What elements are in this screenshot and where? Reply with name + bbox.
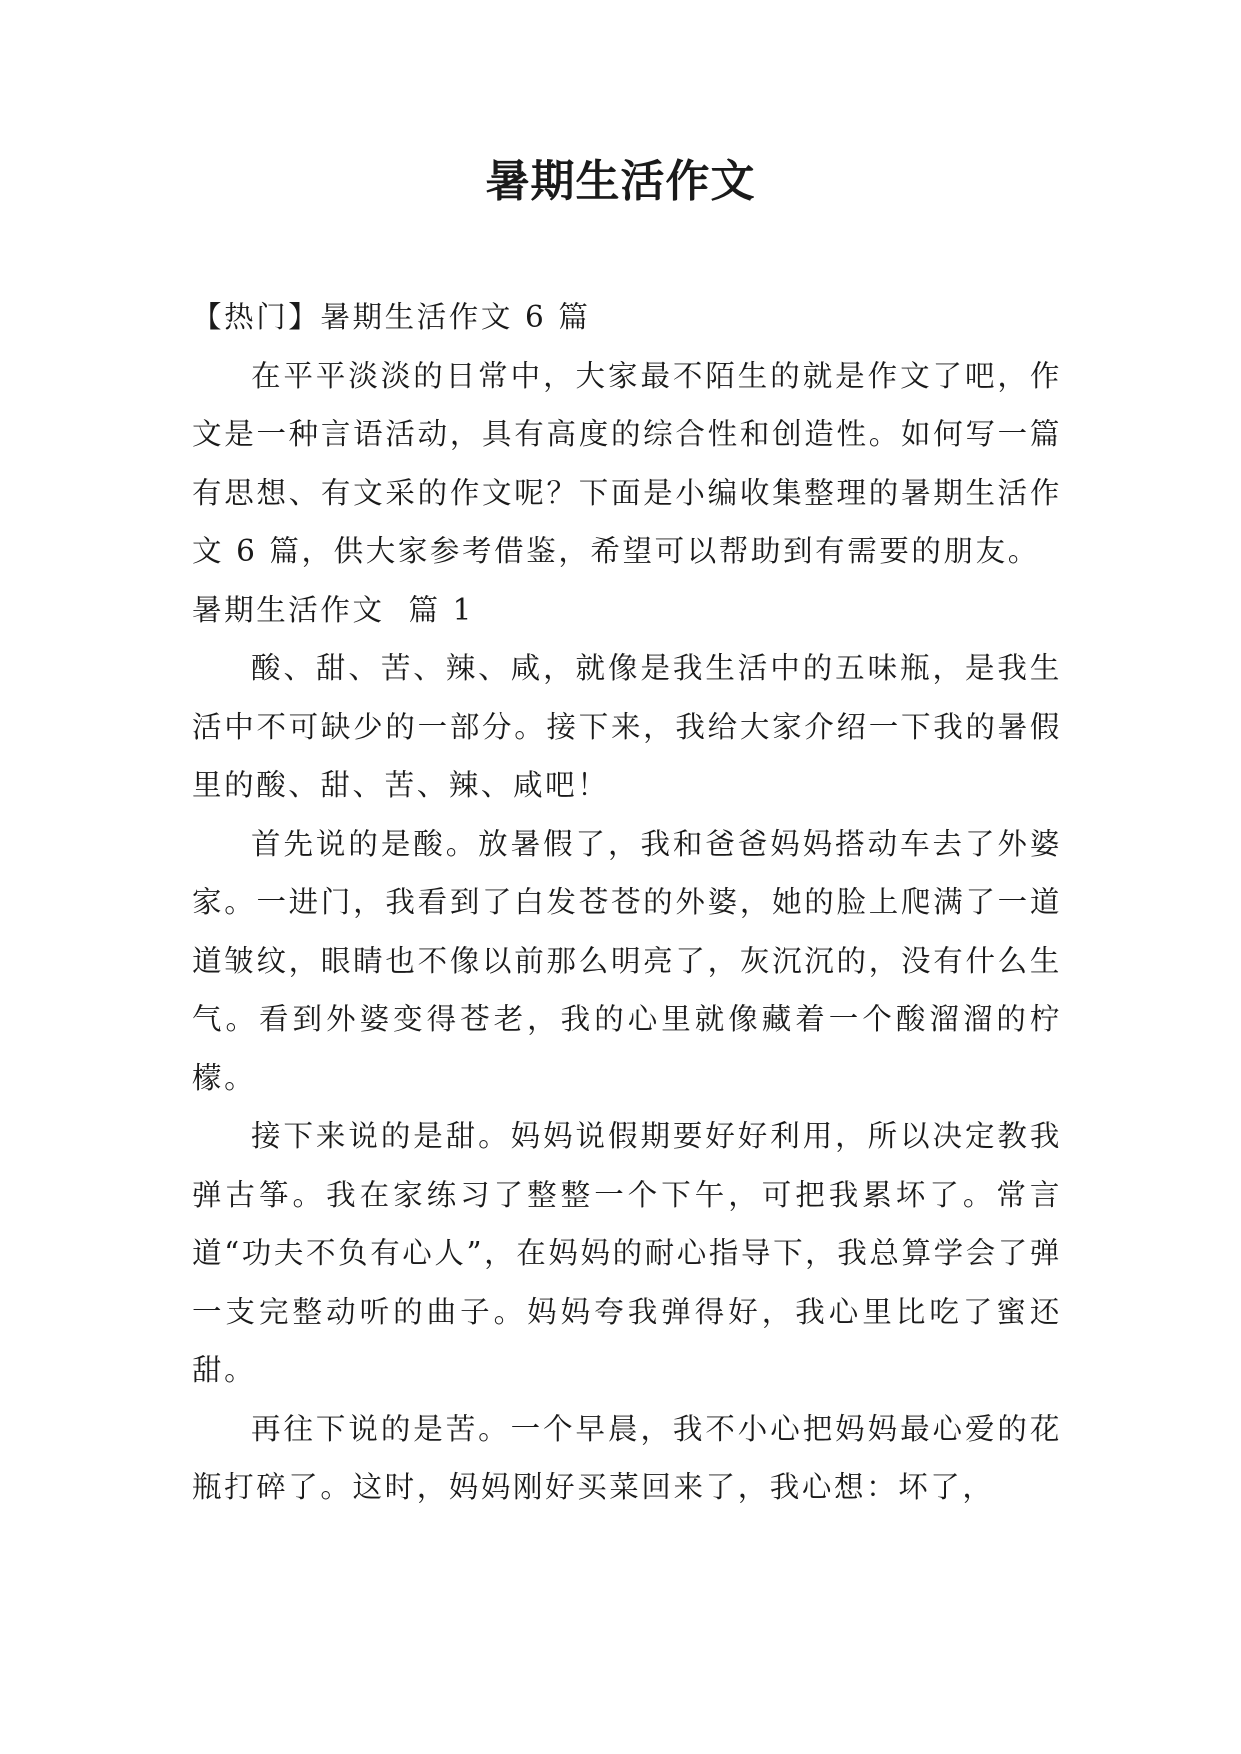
section-heading: 暑期生活作文 篇 1 xyxy=(192,592,475,627)
body-paragraph: 再往下说的是苦。一个早晨，我不小心把妈妈最心爱的花瓶打碎了。这时，妈妈刚好买菜回来了，我心想：坏了， xyxy=(192,1411,1062,1504)
intro-paragraph: 在平平淡淡的日常中，大家最不陌生的就是作文了吧，作文是一种言语活动，具有高度的综合性和创造性。如何写一篇有思想、有文采的作文呢？下面是小编收集整理的暑期生活作文 6 篇，供大家参考借鉴，希望可以帮助到有需要的朋友。 xyxy=(192,358,1062,568)
body-paragraph: 接下来说的是甜。妈妈说假期要好好利用，所以决定教我弹古筝。我在家练习了整整一个下午，可把我累坏了。常言道“功夫不负有心人”，在妈妈的耐心指导下，我总算学会了弹一支完整动听的曲子。妈妈夸我弹得好，我心里比吃了蜜还甜。 xyxy=(192,1119,1062,1387)
document-subtitle: 【热门】暑期生活作文 6 篇 xyxy=(192,300,591,334)
body-paragraph: 首先说的是酸。放暑假了，我和爸爸妈妈搭动车去了外婆家。一进门，我看到了白发苍苍的外婆，她的脸上爬满了一道道皱纹，眼睛也不像以前那么明亮了，灰沉沉的，没有什么生气。看到外婆变得苍老，我的心里就像藏着一个酸溜溜的柠檬。 xyxy=(192,826,1062,1095)
body-paragraph: 酸、甜、苦、辣、咸，就像是我生活中的五味瓶，是我生活中不可缺少的一部分。接下来，我给大家介绍一下我的暑假里的酸、甜、苦、辣、咸吧！ xyxy=(192,651,1062,802)
document-body xyxy=(192,288,1062,1517)
document-title: 暑期生活作文 xyxy=(485,156,756,207)
